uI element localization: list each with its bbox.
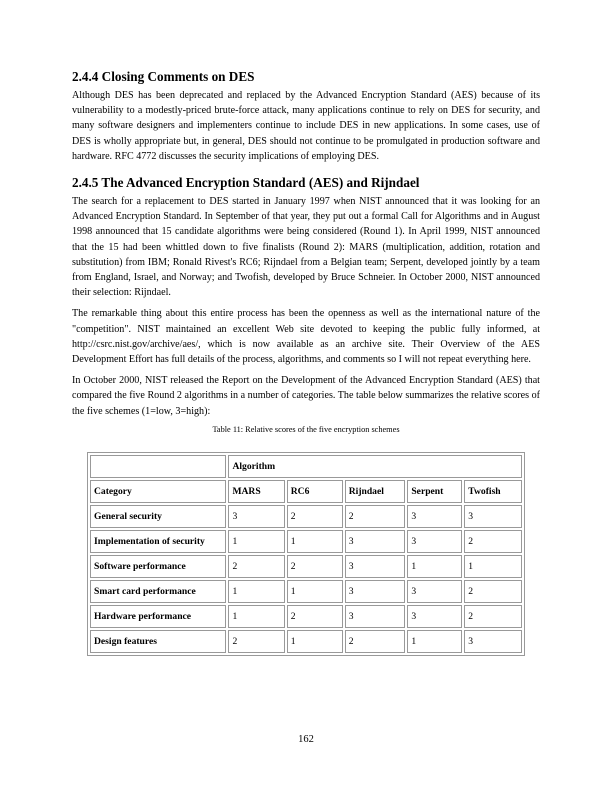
score-cell: 3 — [345, 605, 406, 628]
paragraph-aes-report: In October 2000, NIST released the Report on the Development of the Advanced Encryption Standard (AES) that compared the five Round 2 algorithms in a number of categories. The table below summarizes the relative scores of the five schemes (1=low, 3=high): — [72, 375, 540, 417]
score-cell: 1 — [228, 580, 284, 603]
category-cell: Design features — [90, 630, 226, 653]
table-row — [90, 580, 522, 603]
table-header-row — [90, 480, 522, 503]
score-cell: 2 — [287, 505, 343, 528]
paragraph-aes-search: The search for a replacement to DES started in January 1997 when NIST announced that it was looking for an Advanced Encryption Standard. In September of that year, they put out a formal Call for Algorithms and in August 1998 announced that 15 candidate algorithms were being considered (Round 1). In April 1999, NIST announced that the 15 had been whittled down to five finalists (Round 2): MARS (multiplication, addition, rotation and substitution) from IBM; Ronald Rivest's RC6; Rijndael from a Belgian team; Serpent, developed jointly by a team from England, Israel, and Norway; and Twofish, developed by Bruce Schneier. In October 2000, NIST announced their selection: Rijndael. — [72, 196, 540, 299]
table-empty-cell — [90, 455, 226, 478]
score-cell: 2 — [464, 605, 522, 628]
page-number: 162 — [298, 734, 314, 745]
header-cell: Serpent — [407, 480, 462, 503]
score-cell: 1 — [407, 555, 462, 578]
paragraph-aes-openness: The remarkable thing about this entire process has been the openness as well as the international nature of the "competition". NIST maintained an excellent Web site devoted to keeping the public fully informed, at http://csrc.nist.gov/archive/aes/, which is now available as an archive site. Their Overview of the AES Development Effort has full details of the process, algorithms, and comments so I will not repeat everything here. — [72, 308, 540, 366]
score-cell: 2 — [228, 555, 284, 578]
table-row — [90, 605, 522, 628]
table-group-header-row — [90, 455, 522, 478]
score-cell: 3 — [407, 580, 462, 603]
score-cell: 1 — [287, 630, 343, 653]
score-cell: 3 — [464, 505, 522, 528]
score-cell: 2 — [345, 630, 406, 653]
score-cell: 2 — [287, 555, 343, 578]
scores-table — [87, 452, 525, 656]
section-heading-closing-comments-des: 2.4.4 Closing Comments on DES — [72, 69, 255, 84]
score-cell: 2 — [464, 530, 522, 553]
category-cell: General security — [90, 505, 226, 528]
table-row — [90, 630, 522, 653]
table-group-header: Algorithm — [228, 455, 522, 478]
score-cell: 2 — [228, 630, 284, 653]
score-cell: 1 — [287, 580, 343, 603]
score-cell: 1 — [287, 530, 343, 553]
header-cell: Rijndael — [345, 480, 406, 503]
header-cell: RC6 — [287, 480, 343, 503]
section-heading-aes-rijndael: 2.4.5 The Advanced Encryption Standard (AES) and Rijndael — [72, 175, 420, 191]
document-page — [72, 68, 540, 656]
score-cell: 1 — [228, 605, 284, 628]
score-cell: 1 — [407, 630, 462, 653]
score-cell: 2 — [464, 580, 522, 603]
score-cell: 3 — [345, 580, 406, 603]
score-cell: 3 — [464, 630, 522, 653]
score-cell: 3 — [407, 505, 462, 528]
category-cell: Software performance — [90, 555, 226, 578]
score-cell: 2 — [345, 505, 406, 528]
header-cell: Twofish — [464, 480, 522, 503]
table-row — [90, 530, 522, 553]
category-cell: Smart card performance — [90, 580, 226, 603]
header-cell: Category — [90, 480, 226, 503]
score-cell: 3 — [228, 505, 284, 528]
score-cell: 1 — [228, 530, 284, 553]
category-cell: Hardware performance — [90, 605, 226, 628]
score-cell: 3 — [345, 555, 406, 578]
table-row — [90, 505, 522, 528]
score-cell: 2 — [287, 605, 343, 628]
score-cell: 1 — [464, 555, 522, 578]
score-cell: 3 — [407, 605, 462, 628]
paragraph-closing-comments: Although DES has been deprecated and replaced by the Advanced Encryption Standard (AES) because of its vulnerability to a modestly-priced brute-force attack, many applications continue to rely on DES for security, and many software designers and implementers continue to include DES in new applications. In some cases, use of DES is wholly appropriate but, in general, DES should not continue to be promulgated in production software and hardware. RFC 4772 discusses the security implications of employing DES. — [72, 90, 540, 162]
table-row — [90, 555, 522, 578]
table-caption: Table 11: Relative scores of the five encryption schemes — [212, 424, 400, 434]
header-cell: MARS — [228, 480, 284, 503]
score-cell: 3 — [407, 530, 462, 553]
score-cell: 3 — [345, 530, 406, 553]
category-cell: Implementation of security — [90, 530, 226, 553]
